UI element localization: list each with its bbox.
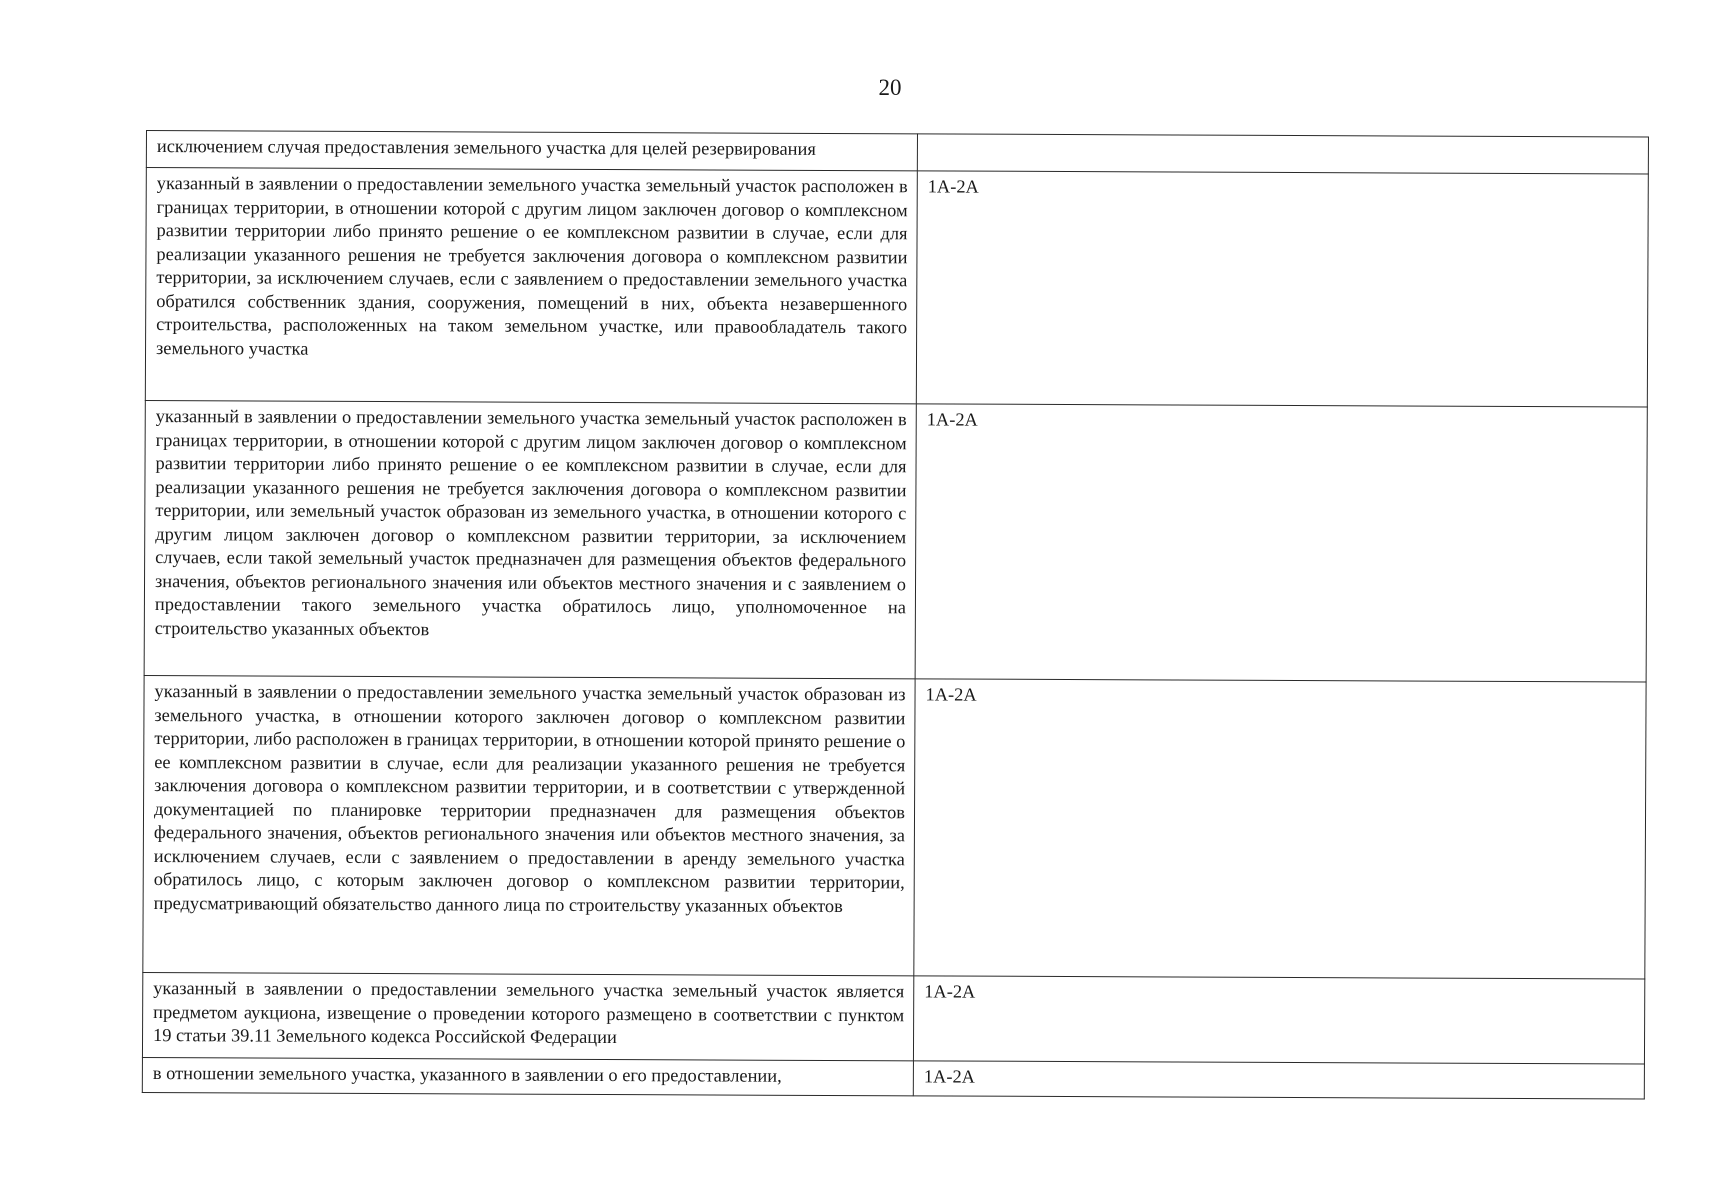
table-row <box>142 1057 1644 1099</box>
ground-text-cell: указанный в заявлении о предоставлении земельного участка земельный участок расположен в границах территории, в отношении которой с другим лицом заключен договор о комплексном развитии территории либо принято решение о ее комплексном развитии в случае, если для реализации указанного решения не требуется заключения договора о комплексном развитии территории, или земельный участок образован из земельного участка, в отношении которого с другим лицом заключен договор о комплексном развитии территории, за исключением случаев, если такой земельный участок предназначен для размещения объектов федерального значения, объектов регионального значения или объектов местного значения и с заявлением о предоставлении такого земельного участка обратилось лицо, уполномоченное на строительство указанных объектов <box>144 400 916 678</box>
ground-text-cell: указанный в заявлении о предоставлении земельного участка земельный участок является предметом аукциона, извещение о проведении которого размещено в соответствии с пунктом 19 статьи 39.11 Земельного кодекса Российской Федерации <box>142 972 913 1060</box>
code-cell: 1А-2А <box>913 1061 1644 1099</box>
code-cell: 1А-2А <box>915 404 1647 682</box>
ground-text-cell: указанный в заявлении о предоставлении земельного участка земельный участок расположен в границах территории, в отношении которой с другим лицом заключен договор о комплексном развитии территории либо принято решение о ее комплексном развитии в случае, если для реализации указанного решения не требуется заключения договора о комплексном развитии территории, за исключением случаев, если с заявлением о предоставлении земельного участка обратился собственник здания, сооружения, помещений в них, объекта незавершенного строительства, расположенных на таком земельном участке, или правообладатель такого земельного участка <box>145 168 917 404</box>
ground-text-cell: в отношении земельного участка, указанного в заявлении о его предоставлении, <box>142 1057 913 1095</box>
grounds-table <box>142 130 1649 1100</box>
code-cell: 1А-2А <box>914 679 1646 979</box>
ground-text-cell: исключением случая предоставления земельного участка для целей резервирования <box>146 131 917 171</box>
table-row <box>144 400 1647 682</box>
table-row <box>142 972 1644 1064</box>
code-cell <box>917 134 1648 174</box>
code-cell: 1А-2А <box>916 171 1648 407</box>
code-cell: 1А-2А <box>913 976 1644 1064</box>
ground-text-cell: указанный в заявлении о предоставлении земельного участка земельный участок образован из земельного участка, в отношении которого заключен договор о комплексном развитии территории, либо расположен в границах территории, в отношении которой принято решение о ее комплексном развитии в случае, если для реализации указанного решения не требуется заключения договора о комплексном развитии территории, и в соответствии с утвержденной документацией по планировке территории предназначен для размещения объектов федерального значения, объектов регионального значения или объектов местного значения, за исключением случаев, если с заявлением о предоставлении в аренду земельного участка обратилось лицо, с которым заключен договор о комплексном развитии территории, предусматривающий обязательство данного лица по строительству указанных объектов <box>143 675 915 975</box>
table-row <box>143 675 1646 979</box>
table-row <box>145 168 1648 408</box>
page-number: 20 <box>878 75 902 100</box>
